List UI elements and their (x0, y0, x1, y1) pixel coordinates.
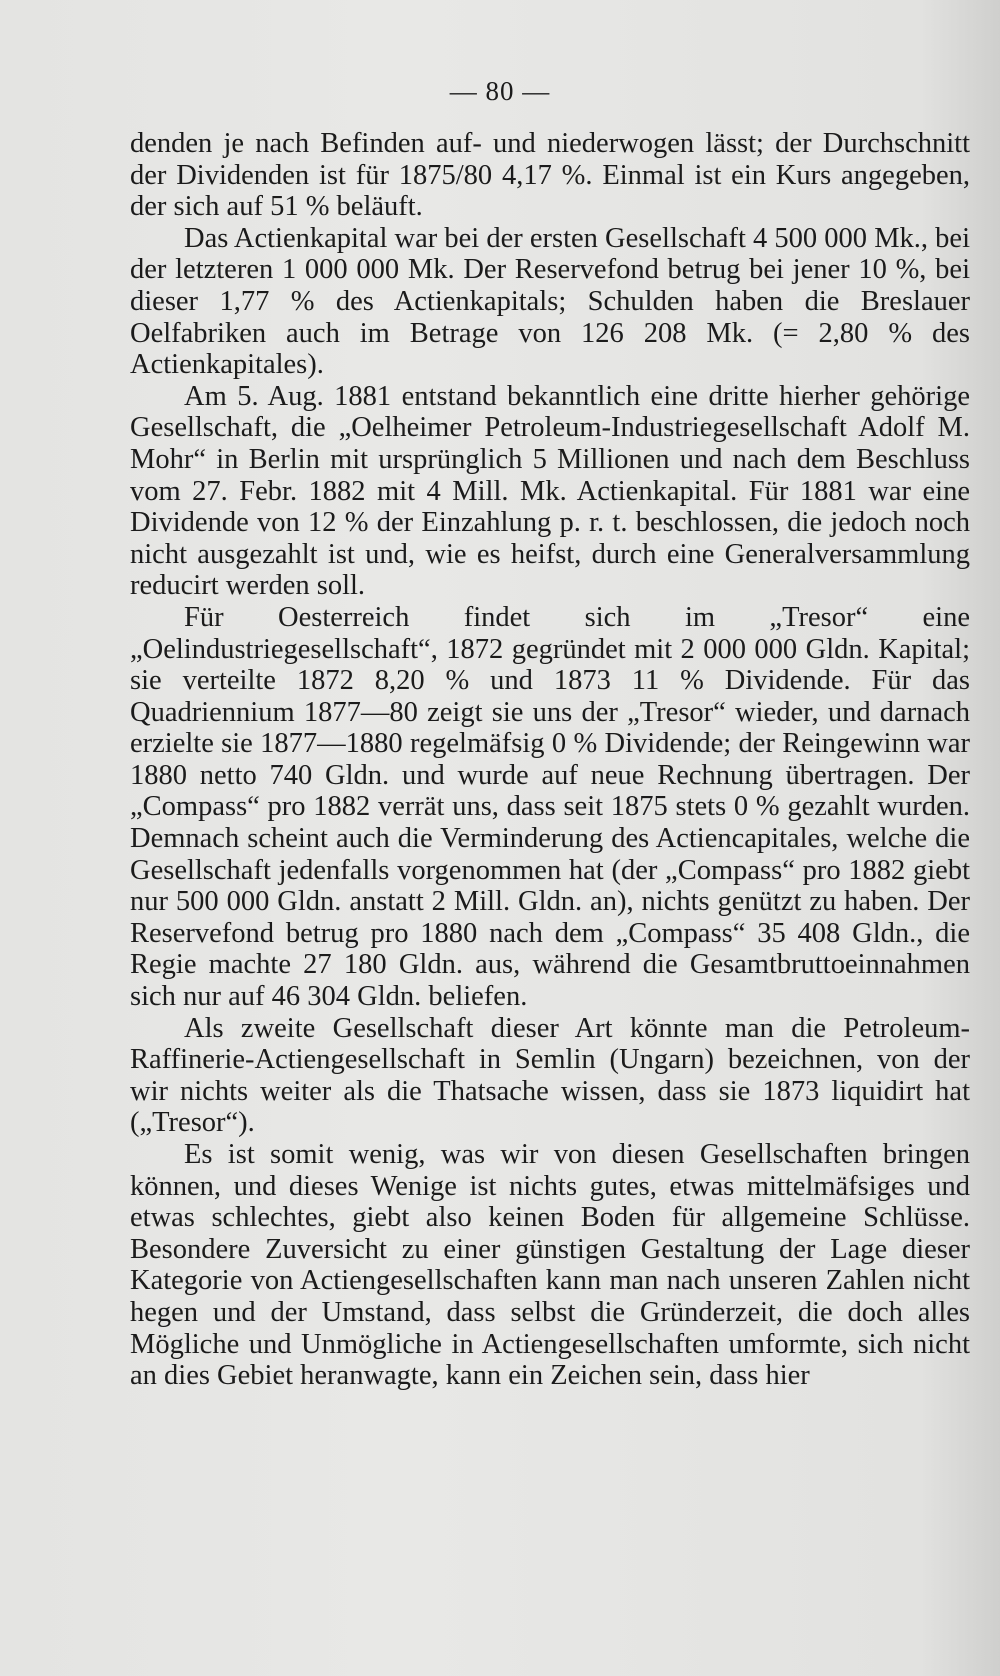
paragraph-5: Als zweite Gesellschaft dieser Art könnte man die Petroleum-Raffinerie-Actiengesellschaft in Semlin (Ungarn) bezeichnen, von der wir nichts weiter als die Thatsache wissen, dass sie 1873 liquidirt hat („Tresor“). (130, 1012, 970, 1139)
page-number: — 80 — (449, 76, 551, 106)
paragraph-6: Es ist somit wenig, was wir von diesen Gesellschaften bringen können, und dieses Wenige ist nichts gutes, etwas mittelmäfsiges und etwas schlechtes, giebt also keinen Boden für allgemeine Schlüsse. Besondere Zuversicht zu einer günstigen Gestaltung der Lage dieser Kategorie von Actiengesellschaften kann man nach unseren Zahlen nicht hegen und der Umstand, dass selbst die Gründerzeit, die doch alles Mögliche und Unmögliche in Actiengesellschaften umformte, sich nicht an dies Gebiet heranwagte, kann ein Zeichen sein, dass hier (130, 1139, 970, 1392)
page-body (130, 128, 970, 1392)
paragraph-1: denden je nach Befinden auf- und niederwogen lässt; der Durchschnitt der Dividenden ist für 1875/80 4,17 %. Einmal ist ein Kurs angegeben, der sich auf 51 % beläuft. (130, 128, 970, 223)
paragraph-3: Am 5. Aug. 1881 entstand bekanntlich eine dritte hierher gehörige Gesellschaft, die „Oelheimer Petroleum-Industriegesellschaft Adolf M. Mohr“ in Berlin mit ursprünglich 5 Millionen und nach dem Beschluss vom 27. Febr. 1882 mit 4 Mill. Mk. Actienkapital. Für 1881 war eine Dividende von 12 % der Einzahlung p. r. t. beschlossen, die jedoch noch nicht ausgezahlt ist und, wie es heifst, durch eine Generalversammlung reducirt werden soll. (130, 380, 970, 602)
paragraph-4: Für Oesterreich findet sich im „Tresor“ eine „Oelindustriegesellschaft“, 1872 gegründet mit 2 000 000 Gldn. Kapital; sie verteilte 1872 8,20 % und 1873 11 % Dividende. Für das Quadriennium 1877—80 zeigt sie uns der „Tresor“ wieder, und darnach erzielte sie 1877—1880 regelmäfsig 0 % Dividende; der Reingewinn war 1880 netto 740 Gldn. und wurde auf neue Rechnung übertragen. Der „Compass“ pro 1882 verrät uns, dass seit 1875 stets 0 % gezahlt wurden. Demnach scheint auch die Verminderung des Actiencapitales, welche die Gesellschaft jedenfalls vorgenommen hat (der „Compass“ pro 1882 giebt nur 500 000 Gldn. anstatt 2 Mill. Gldn. an), nichts genützt zu haben. Der Reservefond betrug pro 1880 nach dem „Compass“ 35 408 Gldn., die Regie machte 27 180 Gldn. aus, während die Gesamtbruttoeinnahmen sich nur auf 46 304 Gldn. beliefen. (130, 601, 970, 1013)
paragraph-2: Das Actienkapital war bei der ersten Gesellschaft 4 500 000 Mk., bei der letzteren 1 000 000 Mk. Der Reservefond betrug bei jener 10 %, bei dieser 1,77 % des Actienkapitals; Schulden haben die Breslauer Oelfabriken auch im Betrage von 126 208 Mk. (= 2,80 % des Actienkapitales). (130, 222, 970, 381)
